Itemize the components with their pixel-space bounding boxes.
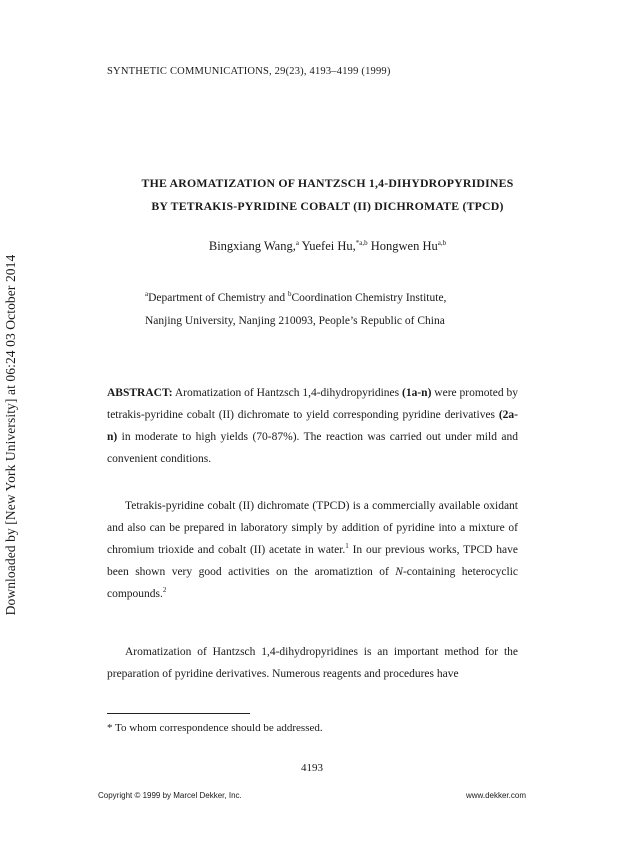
author-name: Bingxiang Wang, bbox=[208, 239, 296, 253]
author-superscript: a,b bbox=[437, 239, 447, 247]
author-list bbox=[80, 239, 575, 254]
author-name: Yuefei Hu, bbox=[301, 239, 356, 253]
affiliation-line-2: Nanjing University, Nanjing 210093, People’s Republic of China bbox=[145, 315, 445, 327]
author-superscript: *a,b bbox=[355, 239, 368, 247]
abstract-paragraph: ABSTRACT: Aromatization of Hantzsch 1,4-dihydropyridines (1a-n) were promoted by tetrakis-pyridine cobalt (II) dichromate to yield corresponding pyridine derivatives (2a-n) in moderate to high yields (70-87%). The reaction was carried out under mild and convenient conditions. bbox=[107, 387, 519, 465]
publisher-url: www.dekker.com bbox=[465, 791, 526, 800]
page-number: 4193 bbox=[301, 762, 323, 774]
paper-title-line-1: THE AROMATIZATION OF HANTZSCH 1,4-DIHYDROPYRIDINES bbox=[141, 176, 514, 190]
correspondence-footnote: * To whom correspondence should be addressed. bbox=[107, 722, 323, 734]
reference-marker: 2 bbox=[162, 586, 167, 594]
paper-title-line-2: BY TETRAKIS-PYRIDINE COBALT (II) DICHROMATE (TPCD) bbox=[151, 199, 504, 213]
compound-label: (1a-n) bbox=[402, 387, 432, 399]
intro-paragraph-2: Aromatization of Hantzsch 1,4-dihydropyridines is an important method for the preparation of pyridine derivatives. Numerous reagents and procedures have bbox=[107, 646, 518, 680]
affiliation-line-1: $^a$Department of Chemistry and $^b$Coordination Chemistry Institute, bbox=[145, 290, 447, 304]
footnote-divider bbox=[107, 713, 250, 714]
author-superscript: a bbox=[295, 239, 299, 247]
intro-paragraph-1: Tetrakis-pyridine cobalt (II) dichromate (TPCD) is a commercially available oxidant and also can be prepared in laboratory simply by addition of pyridine into a mixture of chromium trioxide and cobalt (II) acetate in water.$^1$ In our previous works, TPCD have been shown very good activities on the aromatiztion of N-containing heterocyclic compounds.$^2$ bbox=[107, 500, 518, 600]
copyright-notice: Copyright © 1999 by Marcel Dekker, Inc. bbox=[98, 791, 242, 800]
download-watermark bbox=[2, 235, 20, 635]
download-notice: Downloaded by [New York University] at 06:24 03 October 2014 bbox=[3, 254, 18, 616]
journal-header: SYNTHETIC COMMUNICATIONS, 29(23), 4193–4199 (1999) bbox=[107, 66, 391, 77]
author-name: Hongwen Hu bbox=[370, 239, 438, 253]
compound-label: (2a-n) bbox=[107, 409, 518, 443]
abstract-label: ABSTRACT: bbox=[107, 387, 173, 399]
reference-marker: 1 bbox=[345, 542, 349, 550]
